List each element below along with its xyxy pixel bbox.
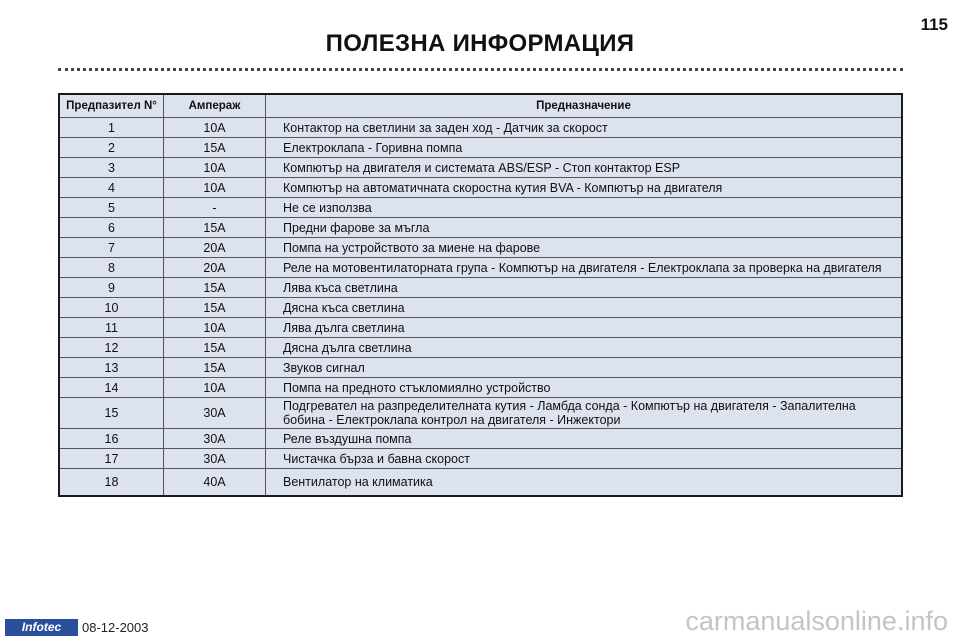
table-row	[59, 398, 902, 429]
table-row	[59, 429, 902, 449]
fuse-amperage: 15A	[164, 298, 266, 318]
header-amperage: Ампераж	[164, 94, 266, 118]
table-row	[59, 318, 902, 338]
fuse-number: 13	[59, 358, 164, 378]
fuse-purpose: Компютър на двигателя и системата ABS/ESP - Стоп контактор ESP	[266, 158, 903, 178]
fuse-number: 14	[59, 378, 164, 398]
fuse-purpose: Лява къса светлина	[266, 278, 903, 298]
fuse-amperage: 20A	[164, 238, 266, 258]
fuse-amperage: 10A	[164, 378, 266, 398]
fuse-purpose: Звуков сигнал	[266, 358, 903, 378]
table-row	[59, 449, 902, 469]
fuse-purpose: Подгревател на разпределителната кутия - Ламбда сонда - Компютър на двигателя - Запалителна бобина - Електроклапа контрол на двигателя - Инжектори	[266, 398, 903, 429]
fuse-amperage: 10A	[164, 318, 266, 338]
table-row	[59, 138, 902, 158]
table-row	[59, 338, 902, 358]
footer-date: 08-12-2003	[82, 620, 149, 635]
table-row	[59, 469, 902, 497]
table-row	[59, 298, 902, 318]
fuse-amperage: 10A	[164, 178, 266, 198]
fuse-purpose: Дясна къса светлина	[266, 298, 903, 318]
fuse-number: 11	[59, 318, 164, 338]
fuse-amperage: 40A	[164, 469, 266, 497]
fuse-amperage: 20A	[164, 258, 266, 278]
header-purpose: Предназначение	[266, 94, 903, 118]
fuse-number: 10	[59, 298, 164, 318]
fuse-purpose: Вентилатор на климатика	[266, 469, 903, 497]
header-fuse-number: Предпазител N°	[59, 94, 164, 118]
fuse-number: 16	[59, 429, 164, 449]
fuse-purpose: Помпа на предното стъкломиялно устройство	[266, 378, 903, 398]
fuse-amperage: 15A	[164, 138, 266, 158]
table-row	[59, 158, 902, 178]
fuse-number: 4	[59, 178, 164, 198]
fuse-amperage: 10A	[164, 158, 266, 178]
fuse-amperage: 15A	[164, 218, 266, 238]
fuse-table	[58, 93, 903, 497]
fuse-number: 2	[59, 138, 164, 158]
table-row	[59, 178, 902, 198]
fuse-purpose: Реле на мотовентилаторната група - Компютър на двигателя - Електроклапа за проверка на двигателя	[266, 258, 903, 278]
fuse-number: 18	[59, 469, 164, 497]
fuse-purpose: Чистачка бърза и бавна скорост	[266, 449, 903, 469]
fuse-amperage: 15A	[164, 338, 266, 358]
fuse-number: 1	[59, 118, 164, 138]
fuse-purpose: Реле въздушна помпа	[266, 429, 903, 449]
fuse-purpose: Електроклапа - Горивна помпа	[266, 138, 903, 158]
fuse-amperage: 15A	[164, 278, 266, 298]
table-row	[59, 258, 902, 278]
fuse-number: 6	[59, 218, 164, 238]
fuse-number: 5	[59, 198, 164, 218]
fuse-amperage: 30A	[164, 429, 266, 449]
table-row	[59, 198, 902, 218]
table-row	[59, 238, 902, 258]
fuse-number: 15	[59, 398, 164, 429]
fuse-number: 9	[59, 278, 164, 298]
fuse-purpose: Компютър на автоматичната скоростна кутия BVA - Компютър на двигателя	[266, 178, 903, 198]
fuse-number: 7	[59, 238, 164, 258]
fuse-purpose: Лява дълга светлина	[266, 318, 903, 338]
table-row	[59, 378, 902, 398]
fuse-amperage: -	[164, 198, 266, 218]
fuse-number: 17	[59, 449, 164, 469]
fuse-purpose: Дясна дълга светлина	[266, 338, 903, 358]
watermark: carmanualsonline.info	[685, 606, 948, 636]
table-row	[59, 218, 902, 238]
fuse-amperage: 30A	[164, 398, 266, 429]
fuse-amperage: 15A	[164, 358, 266, 378]
table-row	[59, 118, 902, 138]
fuse-number: 12	[59, 338, 164, 358]
fuse-amperage: 10A	[164, 118, 266, 138]
table-header-row	[59, 94, 902, 118]
fuse-purpose: Не се използва	[266, 198, 903, 218]
table-row	[59, 358, 902, 378]
fuse-number: 3	[59, 158, 164, 178]
dotted-divider	[58, 68, 903, 71]
fuse-purpose: Контактор на светлини за заден ход - Датчик за скорост	[266, 118, 903, 138]
fuse-purpose: Помпа на устройството за миене на фарове	[266, 238, 903, 258]
infotec-logo: Infotec	[5, 619, 78, 636]
table-row	[59, 278, 902, 298]
fuse-amperage: 30A	[164, 449, 266, 469]
page-number: 115	[920, 15, 948, 34]
fuse-number: 8	[59, 258, 164, 278]
page-title: ПОЛЕЗНА ИНФОРМАЦИЯ	[325, 30, 635, 57]
fuse-purpose: Предни фарове за мъгла	[266, 218, 903, 238]
